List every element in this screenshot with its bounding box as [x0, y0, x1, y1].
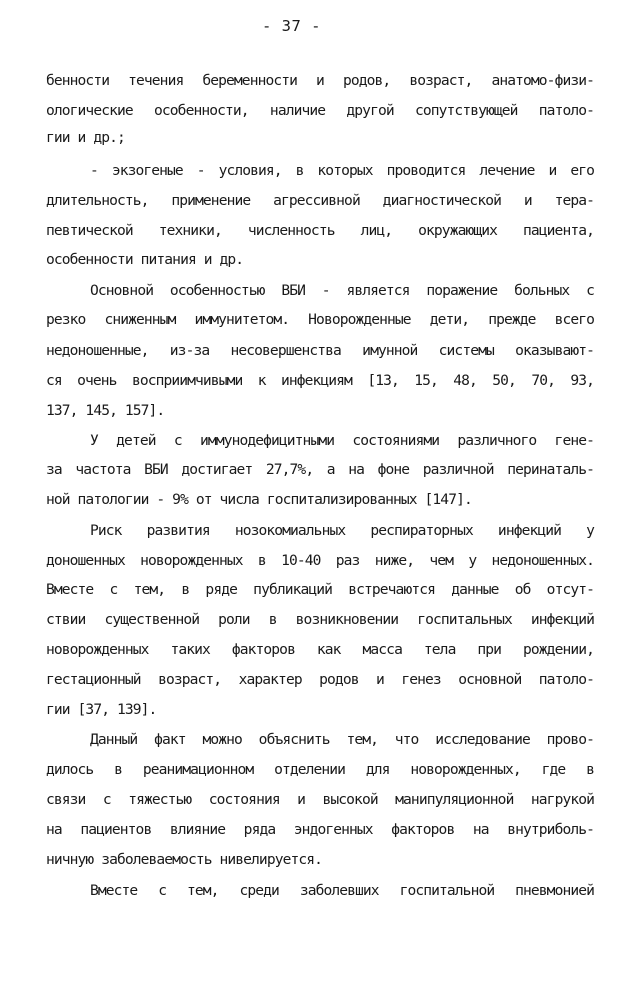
- text-line: ной патологии - 9% от числа госпитализированных [147].: [46, 491, 472, 508]
- text-line: на пациентов влияние ряда эндогенных факторов на внутриболь-: [46, 821, 594, 838]
- text-line: новорожденных таких факторов как масса тела при рождении,: [46, 641, 594, 658]
- text-line: Основной особенностью ВБИ - является поражение больных с: [90, 282, 594, 299]
- text-line: У детей с иммунодефицитными состояниями различного гене-: [90, 432, 594, 449]
- text-line: связи с тяжестью состояния и высокой манипуляционной нагрукой: [46, 791, 594, 808]
- text-line: Риск развития нозокомиальных респираторных инфекций у: [90, 522, 594, 539]
- text-line: - экзогеные - условия, в которых проводится лечение и его: [90, 162, 594, 179]
- text-line: гестационный возраст, характер родов и генез основной патоло-: [46, 671, 594, 688]
- text-line: дилось в реанимационном отделении для новорожденных, где в: [46, 761, 594, 778]
- text-line: гии и др.;: [46, 129, 125, 146]
- text-line: бенности течения беременности и родов, возраст, анатомо-физи-: [46, 72, 594, 89]
- text-line: Вместе с тем, среди заболевших госпитальной пневмонией: [90, 882, 594, 899]
- text-line: за частота ВБИ достигает 27,7%, а на фоне различной перинаталь-: [46, 461, 594, 478]
- text-line: длительность, применение агрессивной диагностической и тера-: [46, 192, 594, 209]
- text-line: особенности питания и др.: [46, 251, 244, 268]
- text-line: ся очень восприимчивыми к инфекциям [13, 15, 48, 50, 70, 93,: [46, 372, 594, 389]
- text-line: ологические особенности, наличие другой сопутствующей патоло-: [46, 102, 594, 119]
- page-number: - 37 -: [262, 17, 321, 35]
- text-line: доношенных новорожденных в 10-40 раз ниже, чем у недоношенных.: [46, 552, 594, 569]
- text-line: недоношенные, из-за несовершенства имунной системы оказывают-: [46, 342, 594, 359]
- text-line: резко сниженным иммунитетом. Новорожденные дети, прежде всего: [46, 311, 594, 328]
- text-line: 137, 145, 157].: [46, 402, 165, 419]
- text-line: ничную заболеваемость нивелируется.: [46, 851, 323, 868]
- text-line: гии [37, 139].: [46, 701, 157, 718]
- text-line: Данный факт можно объяснить тем, что исследование прово-: [90, 731, 594, 748]
- text-line: певтической техники, численность лиц, окружающих пациента,: [46, 222, 594, 239]
- text-line: Вместе с тем, в ряде публикаций встречаются данные об отсут-: [46, 581, 594, 598]
- text-line: ствии существенной роли в возникновении госпитальных инфекций: [46, 611, 594, 628]
